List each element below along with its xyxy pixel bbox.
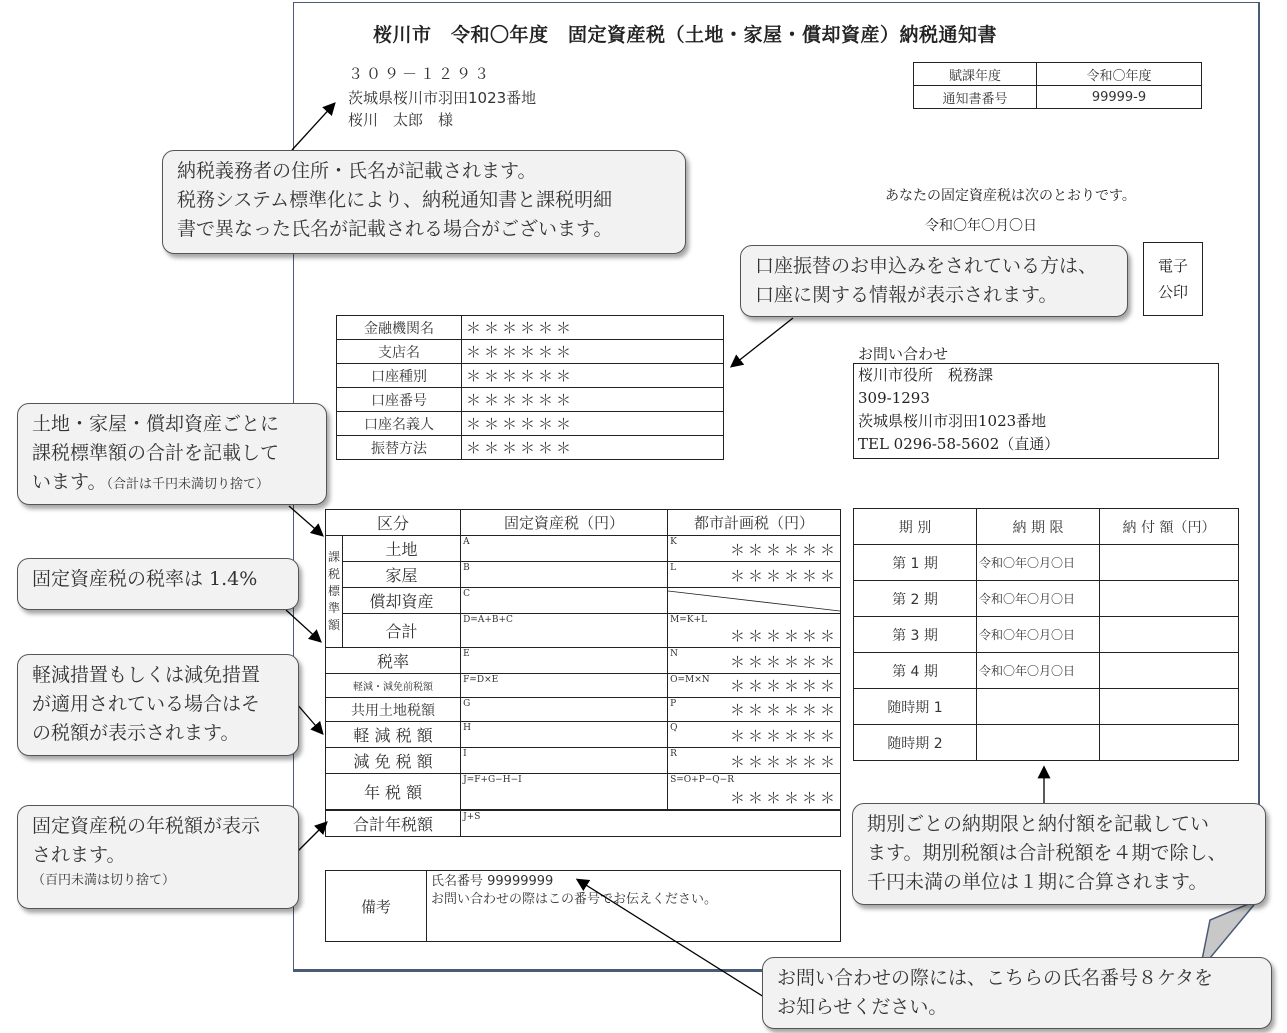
callout-line: 土地・家屋・償却資産ごとに — [32, 413, 280, 435]
callout-line: 固定資産税の年税額が表示 — [32, 815, 261, 837]
contact-line: TEL 0296-58-5602（直通） — [858, 435, 1060, 453]
cell-code: N — [670, 649, 678, 659]
callout-tax-base — [17, 403, 327, 505]
row-label: 軽 減 税 額 — [326, 722, 461, 748]
callout-tax-rate — [17, 558, 299, 610]
header-city-planning-tax: 都市計画税（円） — [668, 510, 841, 536]
callout-line: 期別ごとの納期限と納付額を記載してい — [867, 813, 1210, 835]
callout-line: ます。期別税額は合計税額を４期で除し、 — [867, 842, 1227, 864]
issue-date: 令和〇年〇月〇日 — [925, 218, 1037, 234]
cell-value: ＊＊＊＊＊＊ — [729, 677, 838, 695]
bank-label: 口座番号 — [337, 388, 462, 412]
callout-line: 納税義務者の住所・氏名が記載されます。 — [177, 160, 537, 182]
cell-code: B — [463, 563, 470, 573]
contact-line: 桜川市役所 税務課 — [858, 366, 994, 384]
bank-value: ＊＊＊＊＊＊ — [462, 388, 724, 412]
callout-bank-account — [740, 245, 1128, 317]
row-label: 土地 — [343, 536, 461, 562]
header-category: 区分 — [326, 510, 461, 536]
row-label: 共用土地税額 — [326, 698, 461, 722]
header-due-date: 納 期 限 — [977, 509, 1100, 545]
group-char: 標 — [327, 584, 340, 598]
cell-code: C — [463, 589, 470, 599]
period: 随時期 1 — [854, 689, 977, 725]
info-label: 賦課年度 — [914, 63, 1037, 86]
cell-code: P — [670, 699, 677, 709]
callout-line: の税額が表示されます。 — [32, 722, 240, 744]
cell-value: ＊＊＊＊＊＊ — [729, 727, 838, 745]
cell-code: J+S — [463, 811, 481, 822]
cell-value: ＊＊＊＊＊＊ — [729, 701, 838, 719]
due-date: 令和〇年〇月〇日 — [977, 545, 1100, 581]
due-date: 令和〇年〇月〇日 — [977, 653, 1100, 689]
info-value: 令和〇年度 — [1037, 63, 1202, 86]
callout-line: 書で異なった氏名が記載される場合がございます。 — [177, 218, 613, 240]
header-period: 期 別 — [854, 509, 977, 545]
period: 第 1 期 — [854, 545, 977, 581]
callout-line: 千円未満の単位は１期に合算されます。 — [867, 871, 1208, 893]
callout-line: が適用されている場合はそ — [32, 693, 261, 715]
group-char: 額 — [327, 618, 340, 632]
cell-code: L — [670, 563, 677, 573]
intro-text: あなたの固定資産税は次のとおりです。 — [885, 188, 1136, 204]
info-label: 通知書番号 — [914, 86, 1037, 109]
cell-code: J=F+G−H−I — [463, 775, 522, 785]
group-char: 準 — [327, 601, 340, 615]
group-char: 課 — [327, 550, 340, 564]
bank-label: 振替方法 — [337, 436, 462, 460]
callout-payment-schedule — [852, 803, 1266, 905]
info-value: 99999-9 — [1037, 86, 1202, 109]
cell-value: ＊＊＊＊＊＊ — [729, 788, 838, 807]
callout-line: 課税標準額の合計を記載して — [32, 442, 280, 464]
cell-code: S=O+P−Q−R — [670, 775, 734, 785]
cell-value: ＊＊＊＊＊＊ — [729, 653, 838, 671]
row-label: 減 免 税 額 — [326, 748, 461, 774]
seal-line: 公印 — [1157, 283, 1188, 301]
remarks-note: お問い合わせの際はこの番号でお伝えください。 — [431, 892, 718, 907]
row-label: 税率 — [326, 648, 461, 674]
page-title: 桜川市 令和〇年度 固定資産税（土地・家屋・償却資産）納税通知書 — [373, 24, 998, 46]
period: 随時期 2 — [854, 725, 977, 761]
bank-label: 口座種別 — [337, 364, 462, 388]
cell-code: G — [463, 699, 471, 709]
cell-code: M=K+L — [670, 615, 708, 625]
callout-note: （百円未満は切り捨て） — [32, 873, 176, 888]
callout-line: されます。 — [32, 844, 126, 866]
cell-code: I — [463, 749, 467, 759]
bank-value: ＊＊＊＊＊＊ — [462, 340, 724, 364]
cell-value: ＊＊＊＊＊＊ — [729, 541, 838, 559]
seal-line: 電子 — [1157, 257, 1188, 275]
period: 第 4 期 — [854, 653, 977, 689]
cell-code: H — [463, 723, 471, 733]
contact-line: 茨城県桜川市羽田1023番地 — [858, 412, 1047, 430]
bank-value: ＊＊＊＊＊＊ — [462, 364, 724, 388]
callout-address — [162, 150, 686, 254]
callout-line: 軽減措置もしくは減免措置 — [32, 664, 261, 686]
bank-label: 金融機関名 — [337, 316, 462, 340]
due-date: 令和〇年〇月〇日 — [977, 617, 1100, 653]
recipient-address: 茨城県桜川市羽田1023番地 — [348, 89, 537, 107]
recipient-name: 桜川 太郎 様 — [348, 111, 454, 129]
bank-value: ＊＊＊＊＊＊ — [462, 412, 724, 436]
contact-line: 309-1293 — [858, 389, 930, 407]
callout-annual-tax — [17, 805, 299, 909]
cell-code: D=A+B+C — [463, 615, 513, 625]
callout-line: 税務システム標準化により、納税通知書と課税明細 — [177, 189, 613, 211]
cell-code: O=M×N — [670, 675, 710, 685]
period: 第 2 期 — [854, 581, 977, 617]
row-label: 軽減・減免前税額 — [326, 674, 461, 698]
row-label: 合計 — [343, 614, 461, 648]
callout-reduction — [17, 654, 299, 756]
row-label: 年 税 額 — [326, 774, 461, 810]
cell-value: ＊＊＊＊＊＊ — [729, 627, 838, 645]
callout-line: お問い合わせの際には、こちらの氏名番号８ケタを — [777, 967, 1214, 989]
callout-line: お知らせください。 — [777, 996, 948, 1018]
row-label: 家屋 — [343, 562, 461, 588]
contact-heading: お問い合わせ — [858, 345, 949, 363]
cell-code: E — [463, 649, 470, 659]
total-annual-tax-label: 合計年税額 — [326, 810, 461, 837]
callout-name-number — [762, 957, 1272, 1029]
cell-value: ＊＊＊＊＊＊ — [729, 567, 838, 585]
group-char: 税 — [327, 567, 340, 581]
due-date: 令和〇年〇月〇日 — [977, 581, 1100, 617]
callout-line: います。 — [32, 471, 107, 493]
row-label: 償却資産 — [343, 588, 461, 614]
bank-value: ＊＊＊＊＊＊ — [462, 436, 724, 460]
cell-code: F=D×E — [463, 675, 499, 685]
cell-code: K — [670, 537, 677, 547]
callout-line: 口座振替のお申込みをされている方は、 — [755, 255, 1098, 277]
header-fixed-asset-tax: 固定資産税（円） — [461, 510, 668, 536]
name-number: 氏名番号 99999999 — [431, 874, 554, 889]
bank-label: 支店名 — [337, 340, 462, 364]
bank-value: ＊＊＊＊＊＊ — [462, 316, 724, 340]
bank-label: 口座名義人 — [337, 412, 462, 436]
remarks-label: 備考 — [326, 871, 427, 942]
callout-note: （合計は千円未満切り捨て） — [106, 477, 269, 492]
callout-line: 口座に関する情報が表示されます。 — [755, 284, 1058, 306]
cell-code: A — [463, 537, 470, 547]
recipient-postal-code: ３０９－１２９３ — [348, 65, 493, 83]
callout-line: 固定資産税の税率は 1.4% — [32, 568, 258, 590]
header-amount: 納 付 額（円） — [1100, 509, 1239, 545]
period: 第 3 期 — [854, 617, 977, 653]
cell-code: R — [670, 749, 677, 759]
cell-value: ＊＊＊＊＊＊ — [729, 753, 838, 771]
cell-code: Q — [670, 723, 678, 733]
